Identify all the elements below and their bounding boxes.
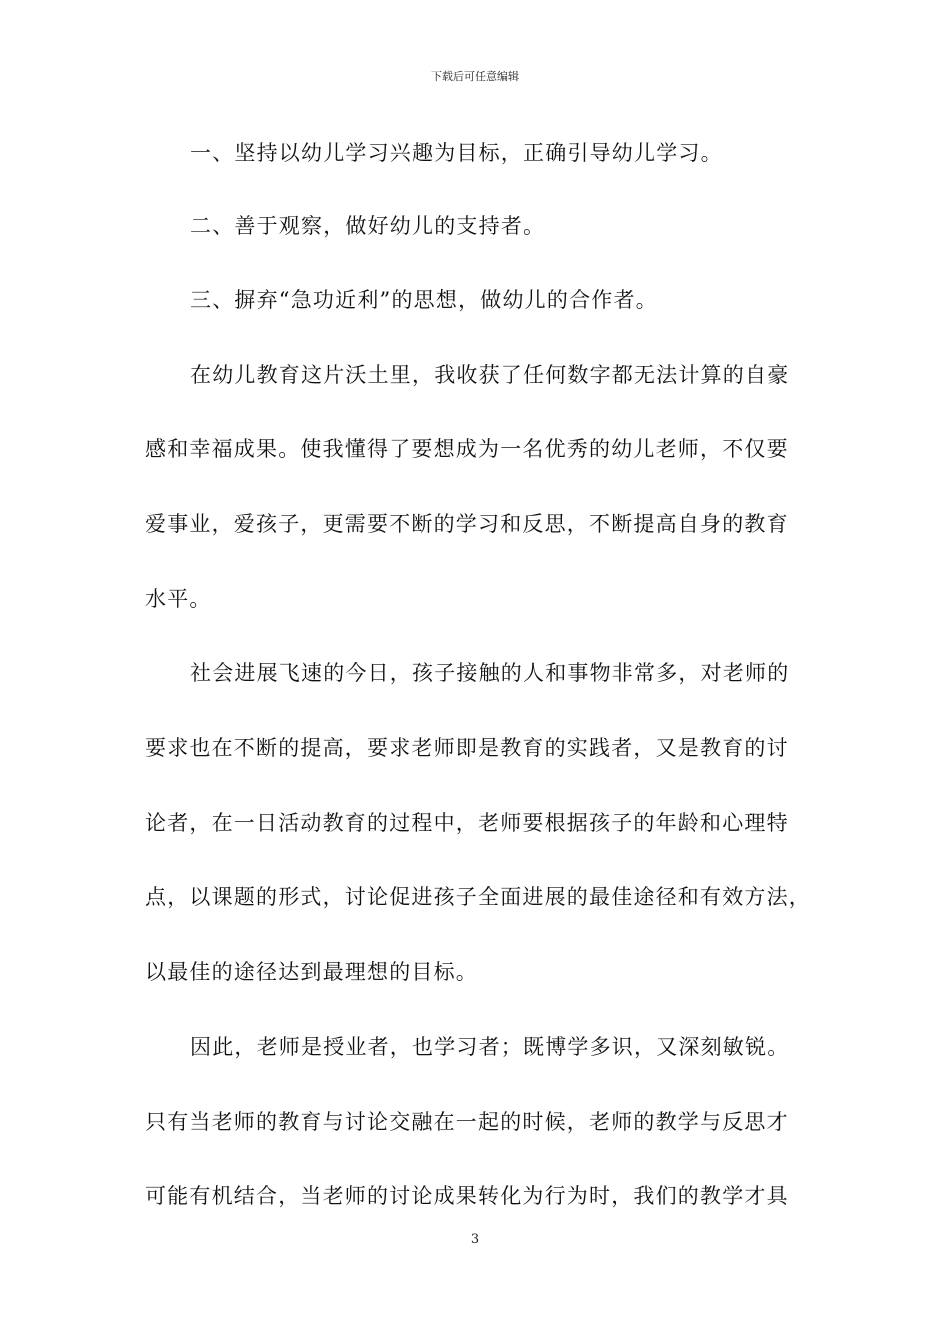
page-number: 3 (470, 1232, 480, 1247)
paragraph-line: 因此，老师是授业者，也学习者；既博学多识，又深刻敏锐。 (190, 1035, 790, 1059)
paragraph-line: 感和幸福成果。使我懂得了要想成为一名优秀的幼儿老师，不仅要 (145, 437, 789, 461)
paragraph-line: 三、摒弃“急功近利”的思想，做幼儿的合作者。 (190, 288, 658, 312)
paragraph-line: 论者，在一日活动教育的过程中，老师要根据孩子的年龄和心理特 (145, 811, 789, 835)
paragraph-line: 在幼儿教育这片沃土里，我收获了任何数字都无法计算的自豪 (190, 363, 790, 387)
header-note: 下载后可任意编辑 (431, 70, 519, 83)
paragraph-line: 爱事业，爱孩子，更需要不断的学习和反思，不断提高自身的教育 (145, 512, 789, 536)
paragraph-line: 一、坚持以幼儿学习兴趣为目标，正确引导幼儿学习。 (190, 141, 723, 165)
paragraph-line: 可能有机结合，当老师的讨论成果转化为行为时，我们的教学才具 (145, 1184, 789, 1208)
paragraph-line: 要求也在不断的提高，要求老师即是教育的实践者，又是教育的讨 (145, 736, 789, 760)
paragraph-line: 二、善于观察，做好幼儿的支持者。 (190, 214, 546, 238)
paragraph-line: 点，以课题的形式，讨论促进孩子全面进展的最佳途径和有效方法， (145, 885, 811, 909)
paragraph-line: 以最佳的途径达到最理想的目标。 (145, 960, 478, 984)
paragraph-line: 水平。 (145, 587, 212, 611)
paragraph-line: 只有当老师的教育与讨论交融在一起的时候，老师的教学与反思才 (145, 1110, 789, 1134)
paragraph-line: 社会进展飞速的今日，孩子接触的人和事物非常多，对老师的 (190, 661, 790, 685)
